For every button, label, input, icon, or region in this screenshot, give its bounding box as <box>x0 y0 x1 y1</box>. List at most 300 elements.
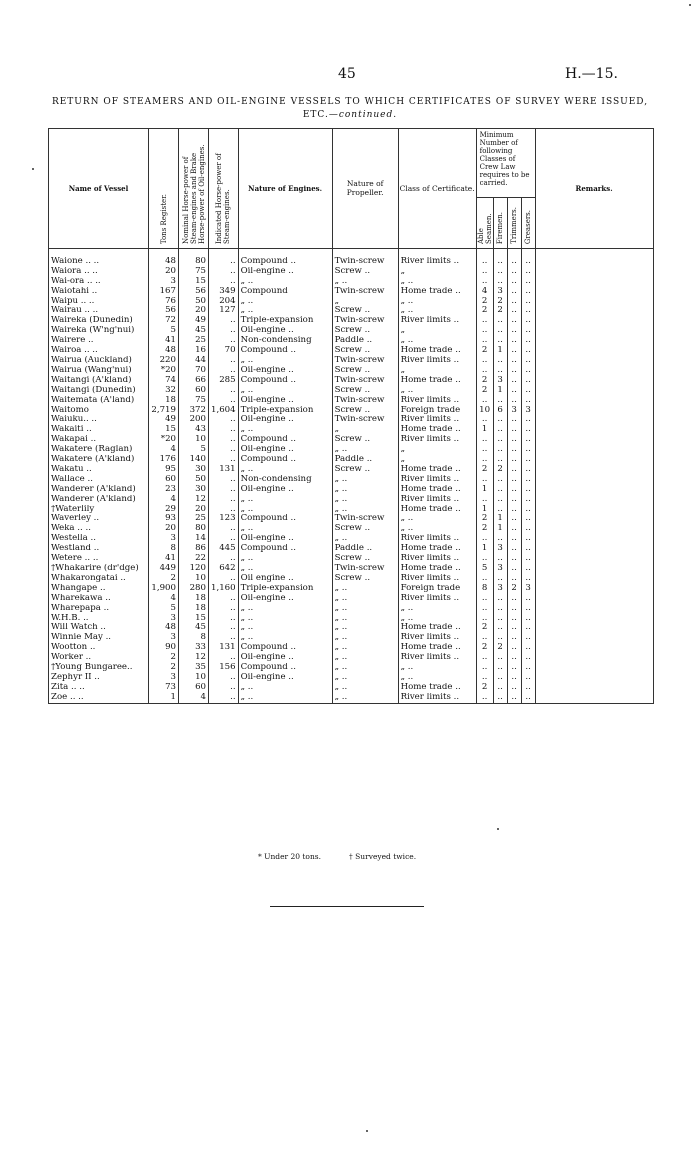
cell-g: .. <box>521 297 535 307</box>
cell-prop: „ .. <box>332 594 398 604</box>
cell-f: 3 <box>493 287 507 297</box>
cell-name: Waverley .. <box>49 514 149 524</box>
cell-remarks <box>535 663 653 673</box>
cell-ihp: .. <box>209 683 239 693</box>
cell-ihp: .. <box>209 326 239 336</box>
cell-name: Wharekawa .. <box>49 594 149 604</box>
cell-remarks <box>535 544 653 554</box>
cell-ihp: 445 <box>209 544 239 554</box>
cell-t: .. <box>507 663 521 673</box>
cell-cert: River limits .. <box>398 693 476 703</box>
cell-cert: River limits .. <box>398 257 476 267</box>
cell-g: .. <box>521 663 535 673</box>
cell-eng: „ .. <box>238 425 332 435</box>
cell-prop: Screw .. <box>332 267 398 277</box>
cell-tons: 3 <box>149 277 179 287</box>
cell-f: 3 <box>493 544 507 554</box>
cell-tons: 32 <box>149 386 179 396</box>
cell-ihp: .. <box>209 435 239 445</box>
cell-t: .. <box>507 287 521 297</box>
cell-a: .. <box>476 653 493 663</box>
cell-ihp: .. <box>209 475 239 485</box>
table-row <box>49 534 654 544</box>
table-row <box>49 267 654 277</box>
cell-remarks <box>535 683 653 693</box>
col-crew-header: Minimum Number of following Classes of Crew Law requires to be carried. <box>476 129 535 198</box>
cell-nhp: 44 <box>179 356 209 366</box>
cell-cert: „ <box>398 445 476 455</box>
cell-prop: „ .. <box>332 623 398 633</box>
table-row <box>49 376 654 386</box>
cell-nhp: 10 <box>179 435 209 445</box>
cell-eng: Compound .. <box>238 643 332 653</box>
cell-eng: Triple-expansion <box>238 584 332 594</box>
cell-nhp: 70 <box>179 366 209 376</box>
cell-eng: „ .. <box>238 306 332 316</box>
cell-name: Wakatu .. <box>49 465 149 475</box>
cell-t: .. <box>507 653 521 663</box>
cell-tons: 20 <box>149 267 179 277</box>
cell-t: .. <box>507 356 521 366</box>
cell-a: .. <box>476 326 493 336</box>
cell-t: .. <box>507 633 521 643</box>
cell-cert: „ <box>398 326 476 336</box>
cell-name: Zoe .. .. <box>49 693 149 703</box>
cell-name: Wakaiti .. <box>49 425 149 435</box>
cell-ihp: .. <box>209 396 239 406</box>
table-row <box>49 306 654 316</box>
cell-eng: Compound .. <box>238 514 332 524</box>
cell-a: 5 <box>476 564 493 574</box>
cell-cert: River limits .. <box>398 396 476 406</box>
table-row <box>49 445 654 455</box>
cell-t: .. <box>507 376 521 386</box>
cell-eng: Compound .. <box>238 663 332 673</box>
cell-a: .. <box>476 614 493 624</box>
cell-g: .. <box>521 336 535 346</box>
cell-tons: 48 <box>149 346 179 356</box>
cell-t: .. <box>507 604 521 614</box>
cell-name: Whangape .. <box>49 584 149 594</box>
cell-prop: Screw .. <box>332 346 398 356</box>
cell-f: .. <box>493 277 507 287</box>
cell-prop: „ .. <box>332 495 398 505</box>
cell-remarks <box>535 346 653 356</box>
cell-g: .. <box>521 485 535 495</box>
cell-nhp: 50 <box>179 297 209 307</box>
cell-f: 1 <box>493 386 507 396</box>
table-row <box>49 415 654 425</box>
cell-prop: Screw .. <box>332 406 398 416</box>
cell-name: Wairere .. <box>49 336 149 346</box>
cell-name: Wallace .. <box>49 475 149 485</box>
cell-name: Wairua (Auckland) <box>49 356 149 366</box>
cell-g: .. <box>521 633 535 643</box>
cell-a: .. <box>476 495 493 505</box>
cell-name: Zephyr II .. <box>49 673 149 683</box>
cell-eng: Compound .. <box>238 257 332 267</box>
cell-nhp: 12 <box>179 495 209 505</box>
cell-eng: „ .. <box>238 495 332 505</box>
cell-f: .. <box>493 257 507 267</box>
cell-remarks <box>535 614 653 624</box>
cell-remarks <box>535 594 653 604</box>
cell-remarks <box>535 336 653 346</box>
title-continued: continued. <box>338 110 398 120</box>
cell-name: Whakarongatai .. <box>49 574 149 584</box>
cell-f: .. <box>493 534 507 544</box>
cell-a: .. <box>476 633 493 643</box>
cell-remarks <box>535 633 653 643</box>
cell-prop: „ .. <box>332 604 398 614</box>
cell-cert: River limits .. <box>398 316 476 326</box>
cell-tons: 49 <box>149 415 179 425</box>
cell-eng: Compound .. <box>238 544 332 554</box>
cell-eng: Compound <box>238 287 332 297</box>
cell-eng: Non-condensing <box>238 475 332 485</box>
cell-eng: Triple-expansion <box>238 406 332 416</box>
cell-a: .. <box>476 336 493 346</box>
cell-a: 2 <box>476 524 493 534</box>
cell-cert: River limits .. <box>398 594 476 604</box>
cell-name: Waitemata (A'land) <box>49 396 149 406</box>
cell-name: Zita .. .. <box>49 683 149 693</box>
cell-ihp: 1,160 <box>209 584 239 594</box>
cell-name: Waireka (W'ng'nui) <box>49 326 149 336</box>
cell-name: Wootton .. <box>49 643 149 653</box>
cell-cert: „ .. <box>398 277 476 287</box>
cell-eng: „ .. <box>238 604 332 614</box>
cell-eng: Oil-engine .. <box>238 485 332 495</box>
cell-eng: „ .. <box>238 633 332 643</box>
table-row <box>49 643 654 653</box>
cell-prop: Twin-screw <box>332 316 398 326</box>
cell-cert: „ .. <box>398 386 476 396</box>
cell-f: .. <box>493 574 507 584</box>
cell-nhp: 18 <box>179 604 209 614</box>
cell-t: .. <box>507 683 521 693</box>
cell-ihp: .. <box>209 505 239 515</box>
cell-prop: „ .. <box>332 277 398 287</box>
cell-cert: Home trade .. <box>398 376 476 386</box>
cell-ihp: .. <box>209 445 239 455</box>
cell-nhp: 75 <box>179 396 209 406</box>
cell-eng: Oil-engine .. <box>238 366 332 376</box>
cell-t: .. <box>507 257 521 267</box>
table-row <box>49 554 654 564</box>
cell-nhp: 12 <box>179 653 209 663</box>
cell-name: †Whakarire (dr'dge) <box>49 564 149 574</box>
cell-prop: „ .. <box>332 653 398 663</box>
cell-cert: „ .. <box>398 306 476 316</box>
cell-a: .. <box>476 604 493 614</box>
cell-cert: Foreign trade <box>398 406 476 416</box>
cell-a: 1 <box>476 485 493 495</box>
table-row <box>49 465 654 475</box>
cell-eng: „ .. <box>238 683 332 693</box>
cell-a: .. <box>476 396 493 406</box>
cell-nhp: 80 <box>179 524 209 534</box>
cell-ihp: .. <box>209 623 239 633</box>
cell-ihp: .. <box>209 386 239 396</box>
cell-nhp: 33 <box>179 643 209 653</box>
cell-a: 2 <box>476 306 493 316</box>
cell-f: 1 <box>493 524 507 534</box>
cell-ihp: .. <box>209 455 239 465</box>
cell-g: .. <box>521 534 535 544</box>
cell-eng: Compound .. <box>238 376 332 386</box>
cell-eng: Oil-engine .. <box>238 445 332 455</box>
table-row <box>49 356 654 366</box>
cell-ihp: 127 <box>209 306 239 316</box>
cell-prop: „ <box>332 425 398 435</box>
cell-name: Wetere .. .. <box>49 554 149 564</box>
cell-eng: „ .. <box>238 554 332 564</box>
cell-tons: 60 <box>149 475 179 485</box>
table-row <box>49 406 654 416</box>
table-row <box>49 683 654 693</box>
cell-name: Wanderer (A'kland) <box>49 495 149 505</box>
cell-g: .. <box>521 544 535 554</box>
cell-cert: „ <box>398 455 476 465</box>
cell-prop: Screw .. <box>332 435 398 445</box>
cell-nhp: 60 <box>179 386 209 396</box>
cell-cert: River limits .. <box>398 554 476 564</box>
cell-tons: 167 <box>149 287 179 297</box>
cell-ihp: .. <box>209 485 239 495</box>
cell-eng: Oil-engine .. <box>238 326 332 336</box>
cell-eng: „ .. <box>238 623 332 633</box>
cell-cert: River limits .. <box>398 633 476 643</box>
cell-name: Wakatere (A'kland) <box>49 455 149 465</box>
cell-a: .. <box>476 257 493 267</box>
cell-g: .. <box>521 425 535 435</box>
col-firemen: Firemen. <box>493 198 507 249</box>
cell-remarks <box>535 445 653 455</box>
cell-remarks <box>535 514 653 524</box>
cell-tons: 48 <box>149 623 179 633</box>
cell-nhp: 50 <box>179 475 209 485</box>
cell-cert: River limits .. <box>398 653 476 663</box>
table-row <box>49 524 654 534</box>
cell-tons: *20 <box>149 366 179 376</box>
cell-t: .. <box>507 386 521 396</box>
cell-a: .. <box>476 574 493 584</box>
cell-f: .. <box>493 495 507 505</box>
cell-t: .. <box>507 505 521 515</box>
cell-prop: „ .. <box>332 633 398 643</box>
steamers-table <box>48 128 654 704</box>
cell-g: .. <box>521 267 535 277</box>
cell-a: .. <box>476 554 493 564</box>
cell-tons: 23 <box>149 485 179 495</box>
cell-f: .. <box>493 683 507 693</box>
speck <box>32 168 34 170</box>
cell-eng: Oil-engine .. <box>238 415 332 425</box>
cell-tons: 5 <box>149 326 179 336</box>
cell-remarks <box>535 584 653 594</box>
cell-remarks <box>535 326 653 336</box>
cell-tons: 3 <box>149 673 179 683</box>
cell-tons: 73 <box>149 683 179 693</box>
cell-tons: 3 <box>149 633 179 643</box>
cell-remarks <box>535 574 653 584</box>
cell-nhp: 56 <box>179 287 209 297</box>
cell-eng: Oil-engine .. <box>238 673 332 683</box>
cell-name: W.H.B. .. <box>49 614 149 624</box>
cell-ihp: 123 <box>209 514 239 524</box>
cell-g: .. <box>521 564 535 574</box>
table-row <box>49 604 654 614</box>
title-main: RETURN OF STEAMERS AND OIL-ENGINE VESSELS TO WHICH CERTIFICATES OF SURVEY WERE ISSUED, ETC.— <box>51 97 649 120</box>
cell-tons: 95 <box>149 465 179 475</box>
cell-eng: „ .. <box>238 465 332 475</box>
cell-ihp: .. <box>209 534 239 544</box>
cell-prop: Paddle .. <box>332 336 398 346</box>
cell-eng: „ .. <box>238 297 332 307</box>
table-row <box>49 514 654 524</box>
cell-prop: „ <box>332 297 398 307</box>
cell-prop: „ .. <box>332 584 398 594</box>
cell-prop: Twin-screw <box>332 514 398 524</box>
cell-g: .. <box>521 614 535 624</box>
cell-ihp: .. <box>209 614 239 624</box>
cell-tons: 74 <box>149 376 179 386</box>
col-tons: Tons Register. <box>149 129 179 249</box>
cell-remarks <box>535 465 653 475</box>
cell-ihp: .. <box>209 415 239 425</box>
cell-t: .. <box>507 326 521 336</box>
cell-a: .. <box>476 415 493 425</box>
cell-t: .. <box>507 277 521 287</box>
cell-tons: 41 <box>149 554 179 564</box>
table-row <box>49 505 654 515</box>
col-certificate: Class of Certificate. <box>398 129 476 249</box>
cell-t: 2 <box>507 584 521 594</box>
table-row <box>49 653 654 663</box>
cell-t: .. <box>507 475 521 485</box>
cell-t: .. <box>507 485 521 495</box>
cell-t: .. <box>507 267 521 277</box>
cell-prop: Twin-screw <box>332 257 398 267</box>
cell-nhp: 49 <box>179 316 209 326</box>
closing-rule <box>270 906 424 907</box>
cell-t: .. <box>507 495 521 505</box>
cell-name: Waitomo <box>49 406 149 416</box>
cell-eng: „ .. <box>238 524 332 534</box>
cell-nhp: 8 <box>179 633 209 643</box>
cell-f: 3 <box>493 564 507 574</box>
cell-nhp: 30 <box>179 485 209 495</box>
cell-f: .. <box>493 366 507 376</box>
cell-prop: Screw .. <box>332 366 398 376</box>
cell-f: .. <box>493 485 507 495</box>
cell-eng: „ .. <box>238 564 332 574</box>
cell-remarks <box>535 693 653 703</box>
cell-nhp: 20 <box>179 306 209 316</box>
cell-nhp: 66 <box>179 376 209 386</box>
cell-remarks <box>535 505 653 515</box>
cell-f: .. <box>493 415 507 425</box>
cell-name: Will Watch .. <box>49 623 149 633</box>
cell-remarks <box>535 564 653 574</box>
cell-tons: 4 <box>149 445 179 455</box>
cell-cert: „ .. <box>398 297 476 307</box>
cell-g: .. <box>521 673 535 683</box>
cell-prop: „ .. <box>332 485 398 495</box>
cell-eng: Oil-engine .. <box>238 534 332 544</box>
cell-f: .. <box>493 445 507 455</box>
cell-cert: Home trade .. <box>398 425 476 435</box>
cell-a: 10 <box>476 406 493 416</box>
cell-g: .. <box>521 594 535 604</box>
cell-f: .. <box>493 435 507 445</box>
cell-prop: „ .. <box>332 683 398 693</box>
cell-a: 1 <box>476 544 493 554</box>
col-remarks: Remarks. <box>535 129 653 249</box>
cell-tons: 4 <box>149 495 179 505</box>
cell-g: 3 <box>521 406 535 416</box>
col-name: Name of Vessel <box>49 129 149 249</box>
cell-prop: Screw .. <box>332 524 398 534</box>
cell-eng: „ .. <box>238 386 332 396</box>
cell-remarks <box>535 425 653 435</box>
cell-cert: Foreign trade <box>398 584 476 594</box>
footnotes <box>258 852 416 861</box>
cell-nhp: 25 <box>179 336 209 346</box>
cell-g: .. <box>521 346 535 356</box>
cell-t: .. <box>507 554 521 564</box>
cell-tons: 56 <box>149 306 179 316</box>
cell-a: .. <box>476 356 493 366</box>
cell-tons: 220 <box>149 356 179 366</box>
cell-ihp: 642 <box>209 564 239 574</box>
cell-name: Waireka (Dunedin) <box>49 316 149 326</box>
cell-t: .. <box>507 465 521 475</box>
speck <box>497 828 499 830</box>
cell-g: .. <box>521 604 535 614</box>
cell-ihp: .. <box>209 495 239 505</box>
cell-f: .. <box>493 505 507 515</box>
cell-g: .. <box>521 326 535 336</box>
cell-eng: Non-condensing <box>238 336 332 346</box>
cell-prop: Screw .. <box>332 574 398 584</box>
cell-t: .. <box>507 445 521 455</box>
cell-prop: „ .. <box>332 475 398 485</box>
col-greasers: Greasers. <box>521 198 535 249</box>
cell-a: .. <box>476 534 493 544</box>
cell-nhp: 280 <box>179 584 209 594</box>
cell-a: .. <box>476 455 493 465</box>
cell-a: 1 <box>476 425 493 435</box>
table-row <box>49 485 654 495</box>
cell-remarks <box>535 534 653 544</box>
cell-eng: Triple-expansion <box>238 316 332 326</box>
document-reference: H.—15. <box>565 66 618 82</box>
cell-prop: Screw .. <box>332 465 398 475</box>
cell-t: .. <box>507 366 521 376</box>
page-title <box>40 96 660 122</box>
cell-g: .. <box>521 505 535 515</box>
cell-tons: 72 <box>149 316 179 326</box>
cell-remarks <box>535 604 653 614</box>
table-row <box>49 475 654 485</box>
cell-nhp: 120 <box>179 564 209 574</box>
cell-nhp: 372 <box>179 406 209 416</box>
table-row <box>49 633 654 643</box>
cell-ihp: .. <box>209 604 239 614</box>
cell-ihp: 156 <box>209 663 239 673</box>
